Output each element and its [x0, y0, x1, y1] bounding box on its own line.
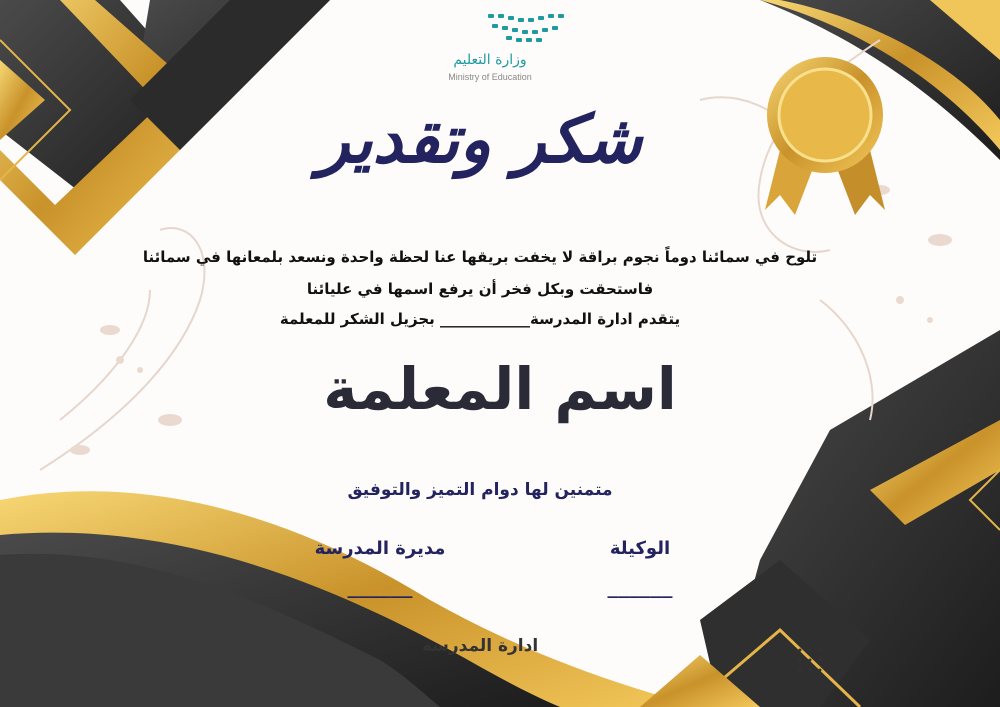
body-line-1: تلوح في سمائنا دوماً نجوم براقة لا يخفت بريقها عنا لحظة واحدة ونسعد بلمعانها في سمائنا	[142, 248, 818, 266]
ministry-name-arabic: وزارة التعليم	[453, 52, 527, 68]
certificate-title: شكر وتقدير	[317, 100, 643, 178]
gold-medal-icon	[765, 57, 885, 215]
ministry-logo-icon	[488, 14, 564, 42]
wish-text: متمنين لها دوام التميز والتوفيق	[347, 480, 613, 500]
bottom-left-ornament	[0, 491, 700, 707]
body-line-3: يتقدم ادارة المدرسة____________ بجزيل الشكر للمعلمة	[279, 310, 681, 328]
recipient-name: اسم المعلمة	[323, 355, 677, 423]
top-left-ornament	[0, 0, 330, 255]
deputy-signature-line: ______	[607, 578, 673, 599]
principal-signature-line: ______	[347, 578, 413, 599]
body-line-2: فاستحقت وبكل فخر أن يرفع اسمها في عليائنا	[306, 280, 654, 298]
school-administration-footer: ادارة المدرسة	[421, 636, 539, 656]
ministry-name-english: Ministry of Education	[448, 72, 532, 82]
deputy-title: الوكيلة	[609, 538, 671, 559]
principal-title: مديرة المدرسة	[314, 538, 446, 559]
